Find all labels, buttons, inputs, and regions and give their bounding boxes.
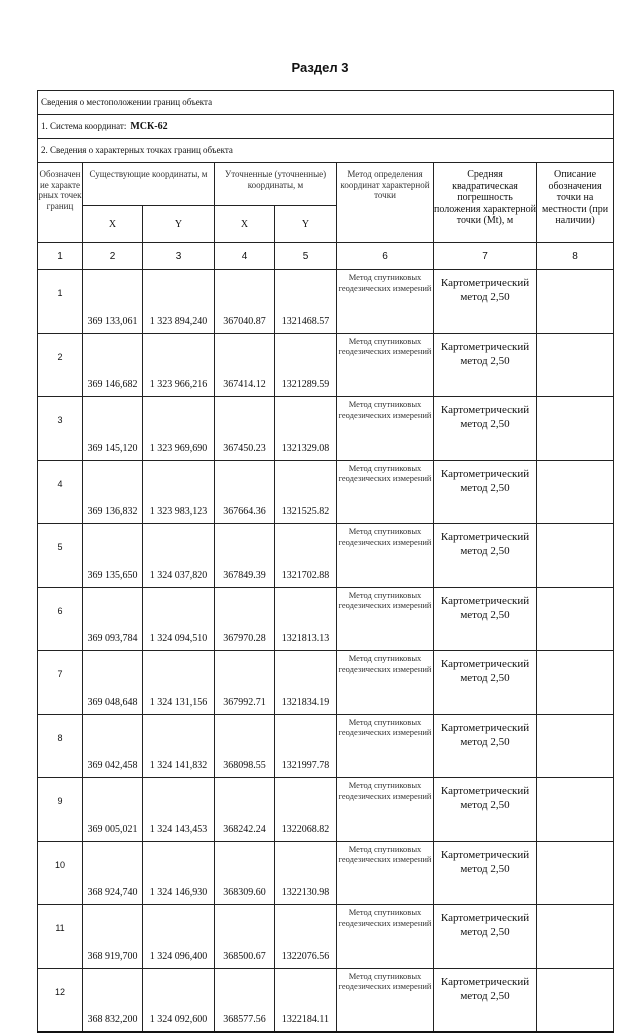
table-row xyxy=(38,524,614,588)
point-number: 3 xyxy=(38,397,83,461)
accuracy-cell: Картометрический метод 2,50 xyxy=(434,587,537,651)
column-number: 5 xyxy=(275,243,337,270)
refined-y: 1321525.82 xyxy=(275,460,337,524)
point-number: 12 xyxy=(38,968,83,1032)
point-number: 11 xyxy=(38,905,83,969)
column-number: 6 xyxy=(337,243,434,270)
header-y-refined: Y xyxy=(275,206,337,243)
refined-x: 367664.36 xyxy=(215,460,275,524)
accuracy-cell: Картометрический метод 2,50 xyxy=(434,524,537,588)
refined-x: 368098.55 xyxy=(215,714,275,778)
point-number: 10 xyxy=(38,841,83,905)
column-number: 8 xyxy=(537,243,614,270)
table-row xyxy=(38,651,614,715)
method-cell: Метод спутниковых геодезических измерений xyxy=(337,778,434,842)
description-cell xyxy=(537,524,614,588)
existing-y: 1 323 894,240 xyxy=(143,270,215,334)
refined-x: 367849.39 xyxy=(215,524,275,588)
description-cell xyxy=(537,587,614,651)
header-method: Метод определения координат характерной точки xyxy=(337,163,434,243)
method-cell: Метод спутниковых геодезических измерений xyxy=(337,460,434,524)
accuracy-cell: Картометрический метод 2,50 xyxy=(434,651,537,715)
coord-system-row xyxy=(38,115,614,139)
existing-x: 369 146,682 xyxy=(83,333,143,397)
existing-x: 369 042,458 xyxy=(83,714,143,778)
method-cell: Метод спутниковых геодезических измерений xyxy=(337,333,434,397)
existing-y: 1 324 037,820 xyxy=(143,524,215,588)
accuracy-cell: Картометрический метод 2,50 xyxy=(434,460,537,524)
description-cell xyxy=(537,714,614,778)
table-row xyxy=(38,905,614,969)
method-cell: Метод спутниковых геодезических измерений xyxy=(337,714,434,778)
refined-y: 1322130.98 xyxy=(275,841,337,905)
accuracy-cell: Картометрический метод 2,50 xyxy=(434,968,537,1032)
table-row xyxy=(38,270,614,334)
accuracy-cell: Картометрический метод 2,50 xyxy=(434,397,537,461)
description-cell xyxy=(537,841,614,905)
description-cell xyxy=(537,397,614,461)
existing-y: 1 324 143,453 xyxy=(143,778,215,842)
accuracy-cell: Картометрический метод 2,50 xyxy=(434,841,537,905)
column-numbers-row xyxy=(38,243,614,270)
column-number: 2 xyxy=(83,243,143,270)
accuracy-cell: Картометрический метод 2,50 xyxy=(434,905,537,969)
method-cell: Метод спутниковых геодезических измерений xyxy=(337,524,434,588)
existing-y: 1 324 094,510 xyxy=(143,587,215,651)
header-existing-coords: Существующие координаты, м xyxy=(83,163,215,206)
description-cell xyxy=(537,905,614,969)
refined-y: 1321997.78 xyxy=(275,714,337,778)
existing-y: 1 324 141,832 xyxy=(143,714,215,778)
refined-y: 1321289.59 xyxy=(275,333,337,397)
point-number: 9 xyxy=(38,778,83,842)
existing-x: 369 005,021 xyxy=(83,778,143,842)
method-cell: Метод спутниковых геодезических измерений xyxy=(337,651,434,715)
points-heading: 2. Сведения о характерных точках границ объекта xyxy=(38,139,614,163)
existing-y: 1 324 096,400 xyxy=(143,905,215,969)
description-cell xyxy=(537,968,614,1032)
header-y-existing: Y xyxy=(143,206,215,243)
coord-system-value: МСК-62 xyxy=(130,121,168,132)
table-row xyxy=(38,460,614,524)
section-title: Раздел 3 xyxy=(291,60,349,75)
existing-x: 369 048,648 xyxy=(83,651,143,715)
column-number: 1 xyxy=(38,243,83,270)
accuracy-cell: Картометрический метод 2,50 xyxy=(434,270,537,334)
description-cell xyxy=(537,778,614,842)
table-row xyxy=(38,841,614,905)
method-cell: Метод спутниковых геодезических измерений xyxy=(337,968,434,1032)
description-cell xyxy=(537,651,614,715)
existing-x: 368 924,740 xyxy=(83,841,143,905)
refined-x: 368242.24 xyxy=(215,778,275,842)
existing-x: 369 093,784 xyxy=(83,587,143,651)
method-cell: Метод спутниковых геодезических измерений xyxy=(337,587,434,651)
location-heading: Сведения о местоположении границ объекта xyxy=(38,91,614,115)
method-cell: Метод спутниковых геодезических измерений xyxy=(337,397,434,461)
refined-y: 1322184.11 xyxy=(275,968,337,1032)
refined-x: 367040.87 xyxy=(215,270,275,334)
point-number: 1 xyxy=(38,270,83,334)
column-number: 3 xyxy=(143,243,215,270)
coord-system-label: 1. Система координат: xyxy=(41,121,127,131)
point-number: 5 xyxy=(38,524,83,588)
table-row xyxy=(38,714,614,778)
method-cell: Метод спутниковых геодезических измерений xyxy=(337,905,434,969)
header-description: Описание обозначения точки на местности (при наличии) xyxy=(537,163,614,243)
refined-y: 1321329.08 xyxy=(275,397,337,461)
existing-y: 1 323 983,123 xyxy=(143,460,215,524)
accuracy-cell: Картометрический метод 2,50 xyxy=(434,778,537,842)
header-point-designation: Обозначение характерных точек границ xyxy=(38,163,83,243)
refined-y: 1322076.56 xyxy=(275,905,337,969)
existing-y: 1 323 969,690 xyxy=(143,397,215,461)
refined-y: 1321813.13 xyxy=(275,587,337,651)
point-number: 6 xyxy=(38,587,83,651)
existing-x: 369 135,650 xyxy=(83,524,143,588)
table-row xyxy=(38,587,614,651)
refined-x: 368577.56 xyxy=(215,968,275,1032)
boundary-points-table xyxy=(37,90,614,1033)
refined-y: 1321702.88 xyxy=(275,524,337,588)
existing-x: 368 919,700 xyxy=(83,905,143,969)
header-x-refined: X xyxy=(215,206,275,243)
method-cell: Метод спутниковых геодезических измерений xyxy=(337,841,434,905)
column-number: 7 xyxy=(434,243,537,270)
refined-y: 1321468.57 xyxy=(275,270,337,334)
point-number: 7 xyxy=(38,651,83,715)
description-cell xyxy=(537,460,614,524)
description-cell xyxy=(537,333,614,397)
existing-y: 1 323 966,216 xyxy=(143,333,215,397)
header-accuracy: Средняя квадратическая погрешность положения характерной точки (Mt), м xyxy=(434,163,537,243)
refined-x: 368500.67 xyxy=(215,905,275,969)
refined-y: 1322068.82 xyxy=(275,778,337,842)
accuracy-cell: Картометрический метод 2,50 xyxy=(434,714,537,778)
table-row xyxy=(38,778,614,842)
existing-y: 1 324 092,600 xyxy=(143,968,215,1032)
header-refined-coords: Уточненные (уточненные) координаты, м xyxy=(215,163,337,206)
method-cell: Метод спутниковых геодезических измерений xyxy=(337,270,434,334)
description-cell xyxy=(537,270,614,334)
table-row xyxy=(38,397,614,461)
refined-x: 368309.60 xyxy=(215,841,275,905)
accuracy-cell: Картометрический метод 2,50 xyxy=(434,333,537,397)
existing-x: 369 145,120 xyxy=(83,397,143,461)
existing-x: 368 832,200 xyxy=(83,968,143,1032)
refined-x: 367970.28 xyxy=(215,587,275,651)
header-x-existing: X xyxy=(83,206,143,243)
existing-y: 1 324 131,156 xyxy=(143,651,215,715)
point-number: 8 xyxy=(38,714,83,778)
refined-x: 367414.12 xyxy=(215,333,275,397)
table-row xyxy=(38,333,614,397)
refined-x: 367450.23 xyxy=(215,397,275,461)
refined-y: 1321834.19 xyxy=(275,651,337,715)
existing-x: 369 133,061 xyxy=(83,270,143,334)
table-row xyxy=(38,968,614,1032)
point-number: 2 xyxy=(38,333,83,397)
existing-y: 1 324 146,930 xyxy=(143,841,215,905)
existing-x: 369 136,832 xyxy=(83,460,143,524)
refined-x: 367992.71 xyxy=(215,651,275,715)
column-number: 4 xyxy=(215,243,275,270)
point-number: 4 xyxy=(38,460,83,524)
